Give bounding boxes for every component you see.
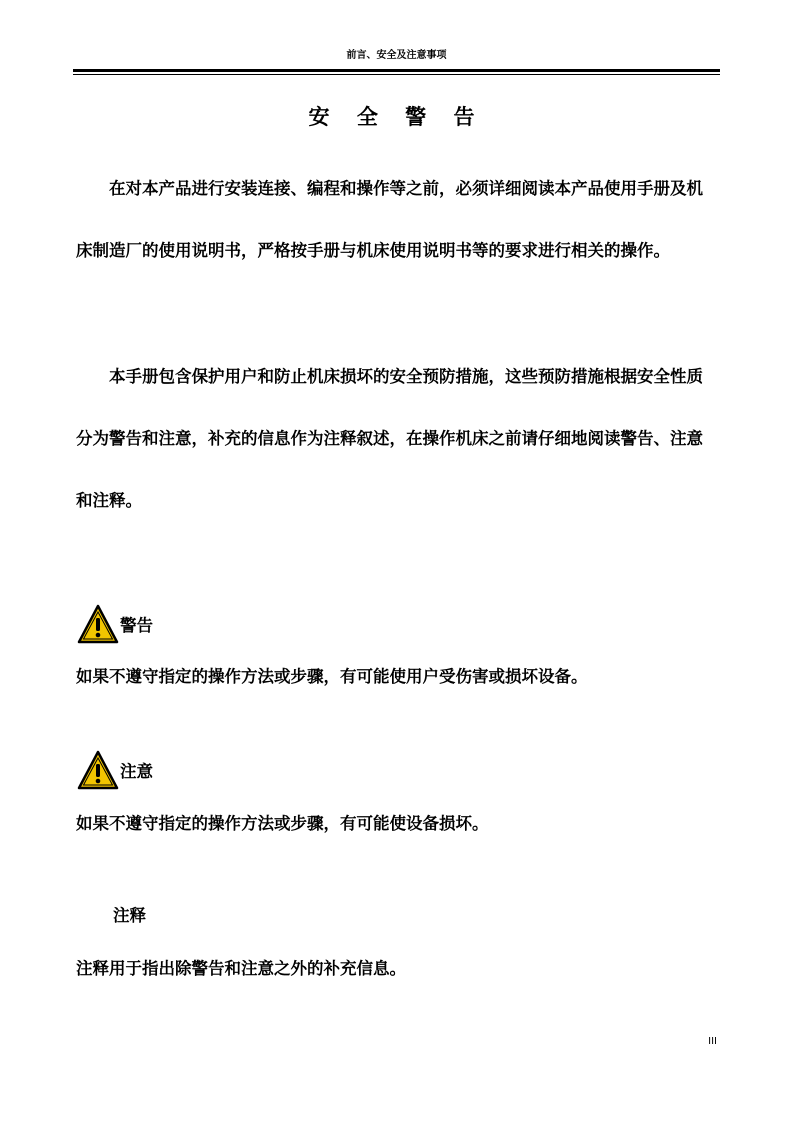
caution-text: 如果不遵守指定的操作方法或步骤，有可能使设备损坏。 [76,814,489,833]
warning-title: 警告 [120,616,153,635]
caution-title: 注意 [120,762,153,781]
warning-triangle-icon [77,604,119,644]
note-title: 注释 [113,906,146,925]
running-header: 前言、安全及注意事项 [346,50,447,61]
note-text: 注释用于指出除警告和注意之外的补充信息。 [76,959,406,978]
header-rule-thin [73,74,720,75]
caution-triangle-icon [77,750,119,790]
page-number: III [708,1036,717,1047]
page-title: 安 全 警 告 [308,105,485,129]
warning-text: 如果不遵守指定的操作方法或步骤，有可能使用户受伤害或损坏设备。 [76,667,588,686]
header-rule-thick [73,69,720,72]
intro-paragraph-1: 在对本产品进行安装连接、编程和操作等之前，必须详细阅读本产品使用手册及机床制造厂的使用说明书，严格按手册与机床使用说明书等的要求进行相关的操作。 [76,179,703,260]
intro-paragraph-2: 本手册包含保护用户和防止机床损坏的安全预防措施，这些预防措施根据安全性质分为警告和注意，补充的信息作为注释叙述，在操作机床之前请仔细地阅读警告、注意和注释。 [76,367,703,510]
